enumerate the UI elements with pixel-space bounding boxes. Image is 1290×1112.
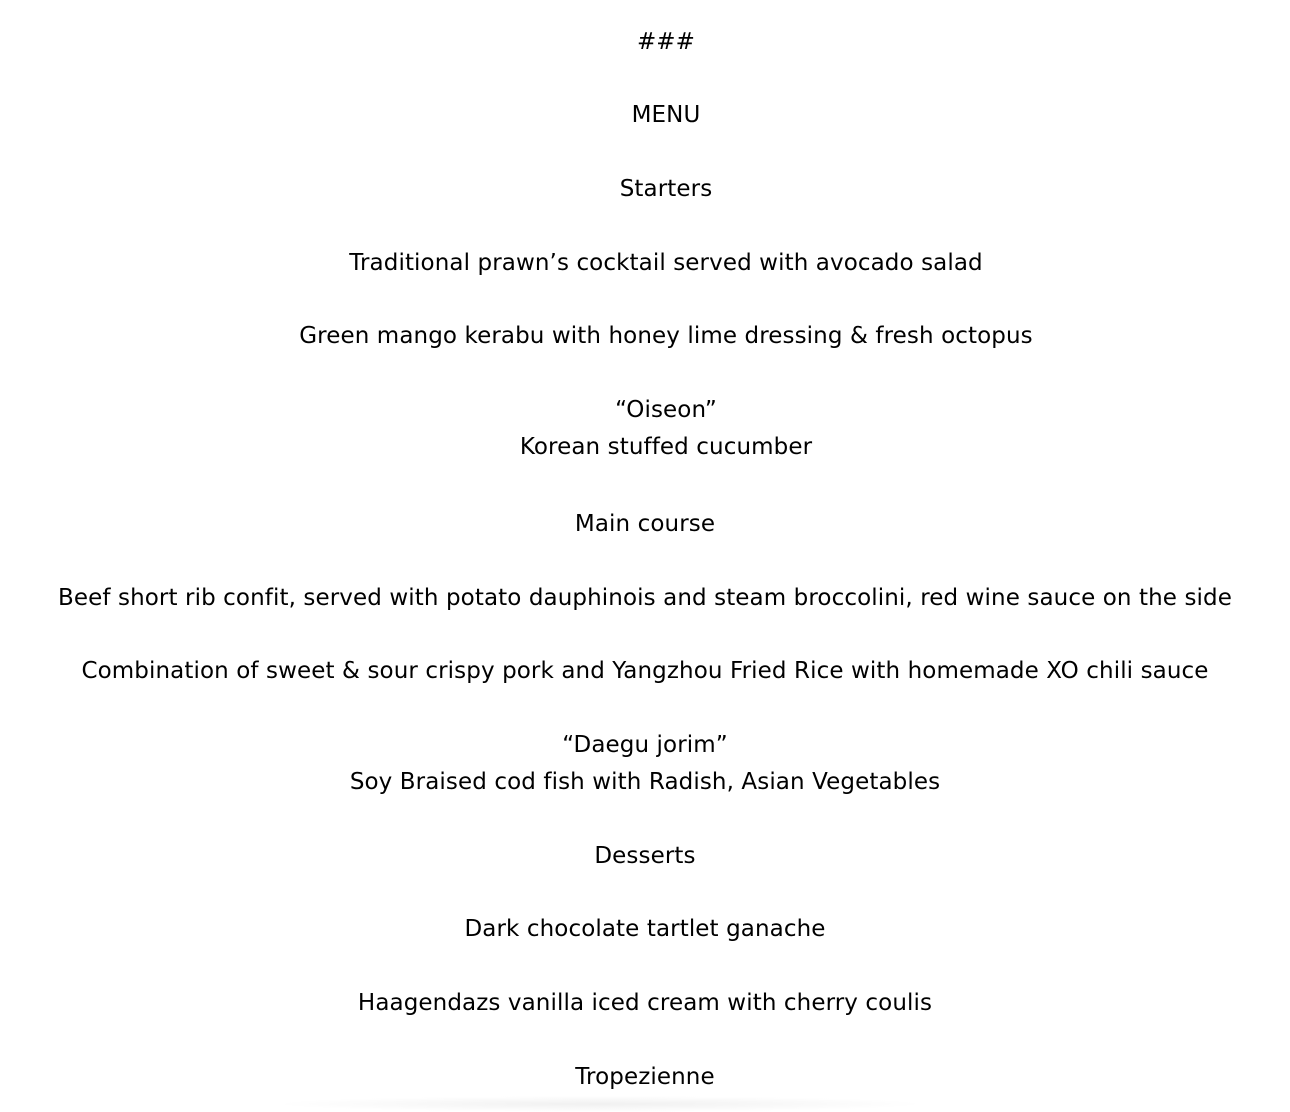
dessert-item-tropezienne: Tropezienne: [575, 1064, 715, 1090]
menu-title: MENU: [631, 102, 701, 128]
main-item-daegu-jorim-name: “Daegu jorim”: [562, 732, 728, 758]
desserts-heading: Desserts: [594, 843, 696, 869]
starter-item-oiseon-description: Korean stuffed cucumber: [519, 434, 813, 460]
starter-item-mango-kerabu: Green mango kerabu with honey lime dressing & fresh octopus: [299, 323, 1033, 349]
dessert-item-chocolate-tartlet: Dark chocolate tartlet ganache: [464, 916, 826, 942]
main-item-sweet-sour-pork: Combination of sweet & sour crispy pork and Yangzhou Fried Rice with homemade XO chili sauce: [81, 658, 1209, 684]
main-item-beef-short-rib: Beef short rib confit, served with potato dauphinois and steam broccolini, red wine sauce on the side: [58, 585, 1232, 611]
page-bottom-shadow: [270, 1096, 930, 1112]
starter-item-oiseon-name: “Oiseon”: [615, 397, 717, 423]
separator-marker: ###: [636, 29, 696, 55]
main-item-daegu-jorim-description: Soy Braised cod fish with Radish, Asian Vegetables: [349, 769, 941, 795]
dessert-item-haagendazs: Haagendazs vanilla iced cream with cherry coulis: [357, 990, 933, 1016]
starters-heading: Starters: [619, 176, 713, 202]
main-course-heading: Main course: [574, 511, 716, 537]
starter-item-prawn-cocktail: Traditional prawn’s cocktail served with avocado salad: [349, 250, 983, 276]
